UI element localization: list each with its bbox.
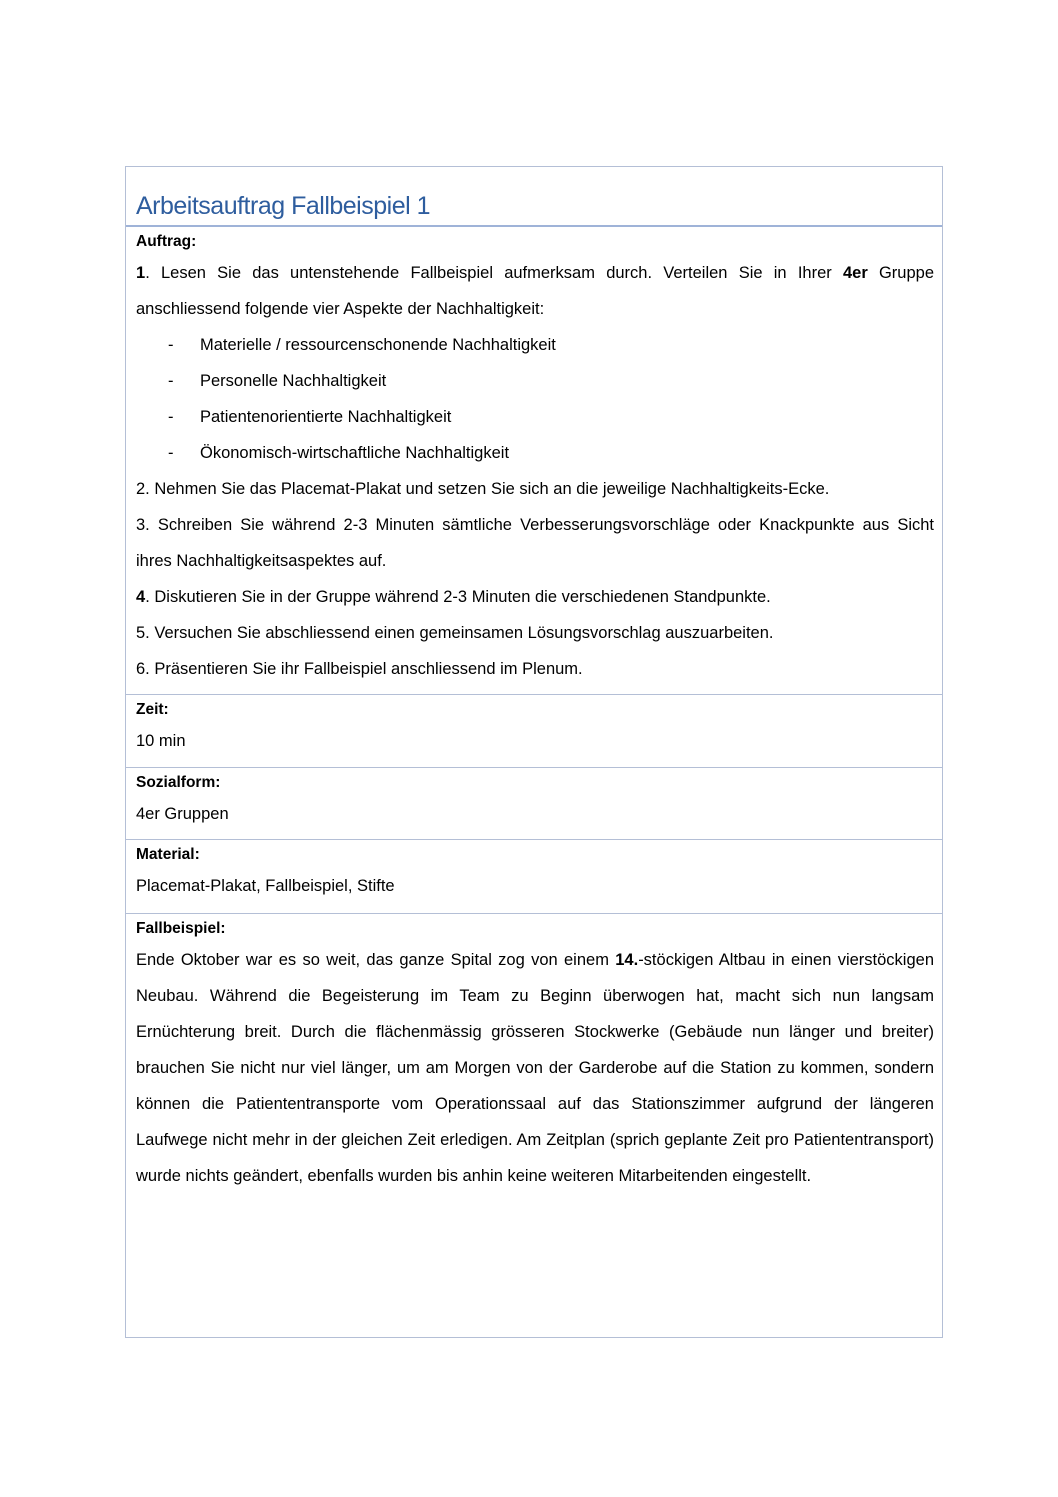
sozialform-label: Sozialform: [136,774,221,791]
list-item [136,363,934,399]
fallbeispiel-bold: 14. [615,951,639,969]
aspect-text: Personelle Nachhaltigkeit [200,372,387,390]
list-item [136,435,934,471]
step-4-number: 4 [136,588,146,606]
aspects-list [136,327,934,471]
dash-bullet: - [168,444,174,462]
aspect-text: Materielle / ressourcenschonende Nachhaltigkeit [200,336,556,354]
section-auftrag [126,227,942,695]
fallbeispiel-text-b: -stöckigen Altbau in einen vierstöckigen Neubau. Während die Begeisterung im Team zu Beginn überwogen hat, macht sich nun langsam Ernüchterung breit. Durch die flächenmässig grösseren Stockwerke (Gebäude nun länger und breiter) brauchen Sie nicht nur viel länger, um am Morgen von der Garderobe auf die Station zu kommen, sondern können die Patiententransporte vom Operationssaal auf das Stationszimmer aufgrund der längeren Laufwege nicht mehr in der gleichen Zeit erledigen. Am Zeitplan (sprich geplante Zeit pro Patiententransport) wurde nichts geändert, ebenfalls wurden bis anhin keine weiteren Mitarbeitenden eingestellt. [136,951,934,1185]
sozialform-value: 4er Gruppen [136,805,229,823]
list-item [136,327,934,363]
material-label: Material: [136,846,200,863]
step-5: 5. Versuchen Sie abschliessend einen gemeinsamen Lösungsvorschlag auszuarbeiten. [136,624,774,642]
step-3: 3. Schreiben Sie während 2-3 Minuten sämtliche Verbesserungsvorschläge oder Knackpunkte aus Sicht ihres Nachhaltigkeitsaspektes auf. [136,516,934,570]
step-1-number: 1 [136,264,146,282]
section-fallbeispiel [126,914,942,1339]
dash-bullet: - [168,408,174,426]
section-zeit [126,695,942,768]
step-4 [136,579,934,615]
step-4-text: . Diskutieren Sie in der Gruppe während 2-3 Minuten die verschiedenen Standpunkte. [145,588,771,606]
dash-bullet: - [168,372,174,390]
auftrag-label: Auftrag: [136,233,197,250]
list-item [136,399,934,435]
step-1-text-a: . Lesen Sie das untenstehende Fallbeispiel aufmerksam durch. Verteilen Sie in Ihrer [145,264,843,282]
worksheet-table [125,166,943,1338]
aspect-text: Ökonomisch-wirtschaftliche Nachhaltigkeit [200,444,510,462]
fallbeispiel-text-a: Ende Oktober war es so weit, das ganze Spital zog von einem [136,951,616,969]
title-row [126,167,942,227]
fallbeispiel-label: Fallbeispiel: [136,920,226,937]
step-6: 6. Präsentieren Sie ihr Fallbeispiel anschliessend im Plenum. [136,660,583,678]
dash-bullet: - [168,336,174,354]
section-sozialform [126,768,942,840]
step-1 [136,255,934,327]
material-value: Placemat-Plakat, Fallbeispiel, Stifte [136,877,395,895]
section-material [126,840,942,914]
zeit-value: 10 min [136,732,186,750]
aspect-text: Patientenorientierte Nachhaltigkeit [200,408,452,426]
page-title: Arbeitsauftrag Fallbeispiel 1 [136,192,430,220]
zeit-label: Zeit: [136,701,169,718]
step-2: 2. Nehmen Sie das Placemat-Plakat und setzen Sie sich an die jeweilige Nachhaltigkeits-Ecke. [136,480,830,498]
step-1-text-b: Gruppe anschliessend folgende vier Aspekte der Nachhaltigkeit: [136,264,935,318]
step-1-bold: 4er [842,264,868,282]
fallbeispiel-text [136,942,934,1194]
